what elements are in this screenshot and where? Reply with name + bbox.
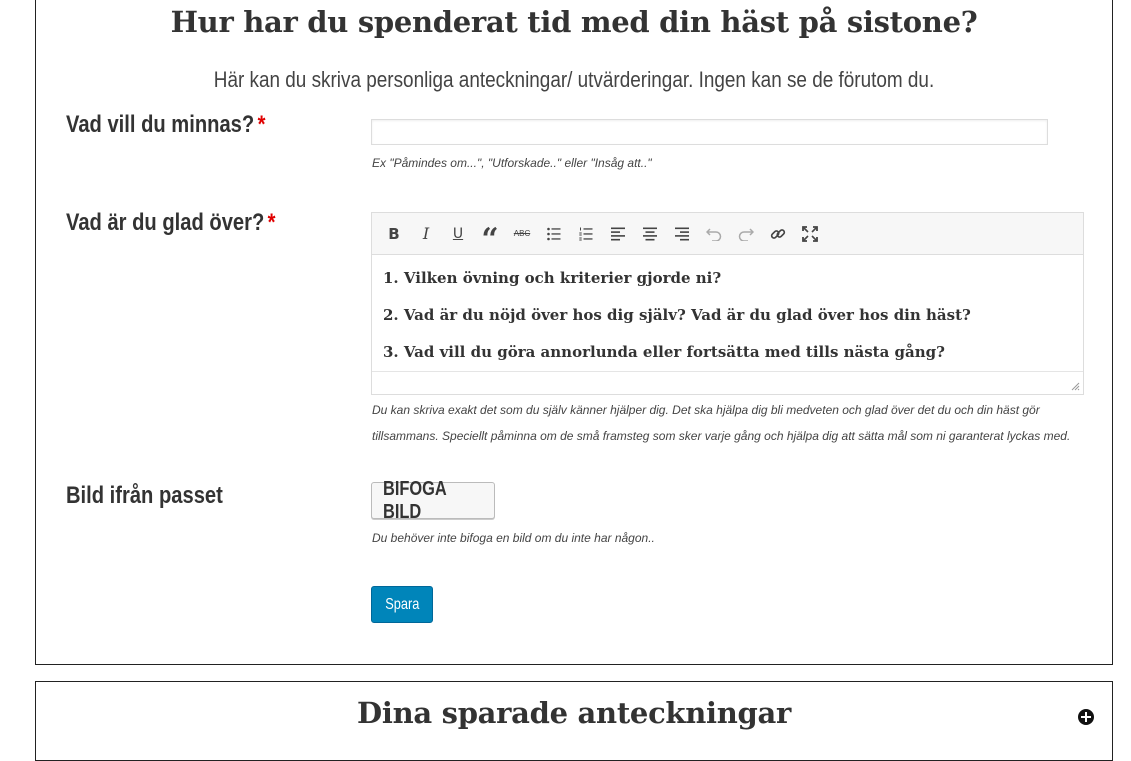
form-title: Hur har du spenderat tid med din häst på sistone? [170,5,978,39]
editor-paragraph: 2. Vad är du nöjd över hos dig själv? Vad är du glad över hos din häst? [383,306,971,324]
redo-button[interactable] [730,218,762,250]
align-center-icon [643,227,657,241]
editor-paragraph: 3. Vad vill du göra annorlunda eller fortsätta med tills nästa gång? [383,343,945,361]
align-left-icon [611,227,625,241]
numbered-list-icon [579,227,593,241]
strikethrough-button[interactable] [506,218,538,250]
entry-form-panel [35,0,1113,665]
rich-text-editor[interactable] [371,212,1084,395]
numbered-list-button[interactable] [570,218,602,250]
glad-label-text: Vad är du glad över? [66,209,265,236]
italic-icon: I [422,224,430,243]
memory-label-text: Vad vill du minnas? [66,111,255,138]
required-marker: * [257,111,266,138]
align-right-icon [675,227,689,241]
underline-icon: U [452,225,464,242]
memory-input[interactable] [371,119,1048,145]
expand-plus-icon[interactable] [1078,709,1094,725]
resize-handle-icon[interactable] [1070,381,1080,391]
blockquote-button[interactable] [474,218,506,257]
image-field-label: Bild ifrån passet [66,482,223,509]
editor-content[interactable] [372,255,1083,370]
required-marker: * [267,209,276,236]
redo-icon [738,227,754,241]
align-center-button[interactable] [634,218,666,250]
memory-field-label [66,111,265,139]
editor-toolbar [372,213,1083,255]
blockquote-icon: “ [481,221,499,257]
editor-statusbar [372,371,1083,394]
bold-button[interactable] [378,218,410,250]
bullet-list-icon [547,227,561,241]
undo-icon [706,227,722,241]
link-button[interactable] [762,218,794,250]
glad-help-text: Du kan skriva exakt det som du själv känner hjälper dig. Det ska hjälpa dig bli medveten och glad över det du och din häst gör tillsammans. Speciellt påminna om de små framsteg som sker varje gång och hjälpa dig att sätta mål som ni garanterat lyckas med. [372,403,1071,443]
editor-paragraph: 1. Vilken övning och kriterier gjorde ni? [383,269,722,287]
memory-help-text: Ex "Påmindes om...", "Utforskade.." eller "Insåg att.." [372,156,652,170]
bullet-list-button[interactable] [538,218,570,250]
image-help-text: Du behöver inte bifoga en bild om du inte har någon.. [372,531,655,545]
save-button[interactable]: Spara [371,586,433,623]
saved-notes-title: Dina sparade anteckningar [357,696,791,730]
italic-button[interactable] [410,218,442,250]
align-right-button[interactable] [666,218,698,250]
link-icon [770,226,786,242]
saved-notes-panel [35,681,1113,761]
glad-field-label [66,209,276,237]
form-subtitle: Här kan du skriva personliga anteckningar/ utvärderingar. Ingen kan se de förutom du. [213,67,935,92]
underline-button[interactable] [442,218,474,250]
strikethrough-icon: ABC [513,229,531,238]
bold-icon: B [388,224,400,243]
fullscreen-button[interactable] [794,218,826,250]
fullscreen-icon [802,226,818,242]
align-left-button[interactable] [602,218,634,250]
undo-button[interactable] [698,218,730,250]
attach-image-button[interactable]: BIFOGA BILD [371,482,495,519]
